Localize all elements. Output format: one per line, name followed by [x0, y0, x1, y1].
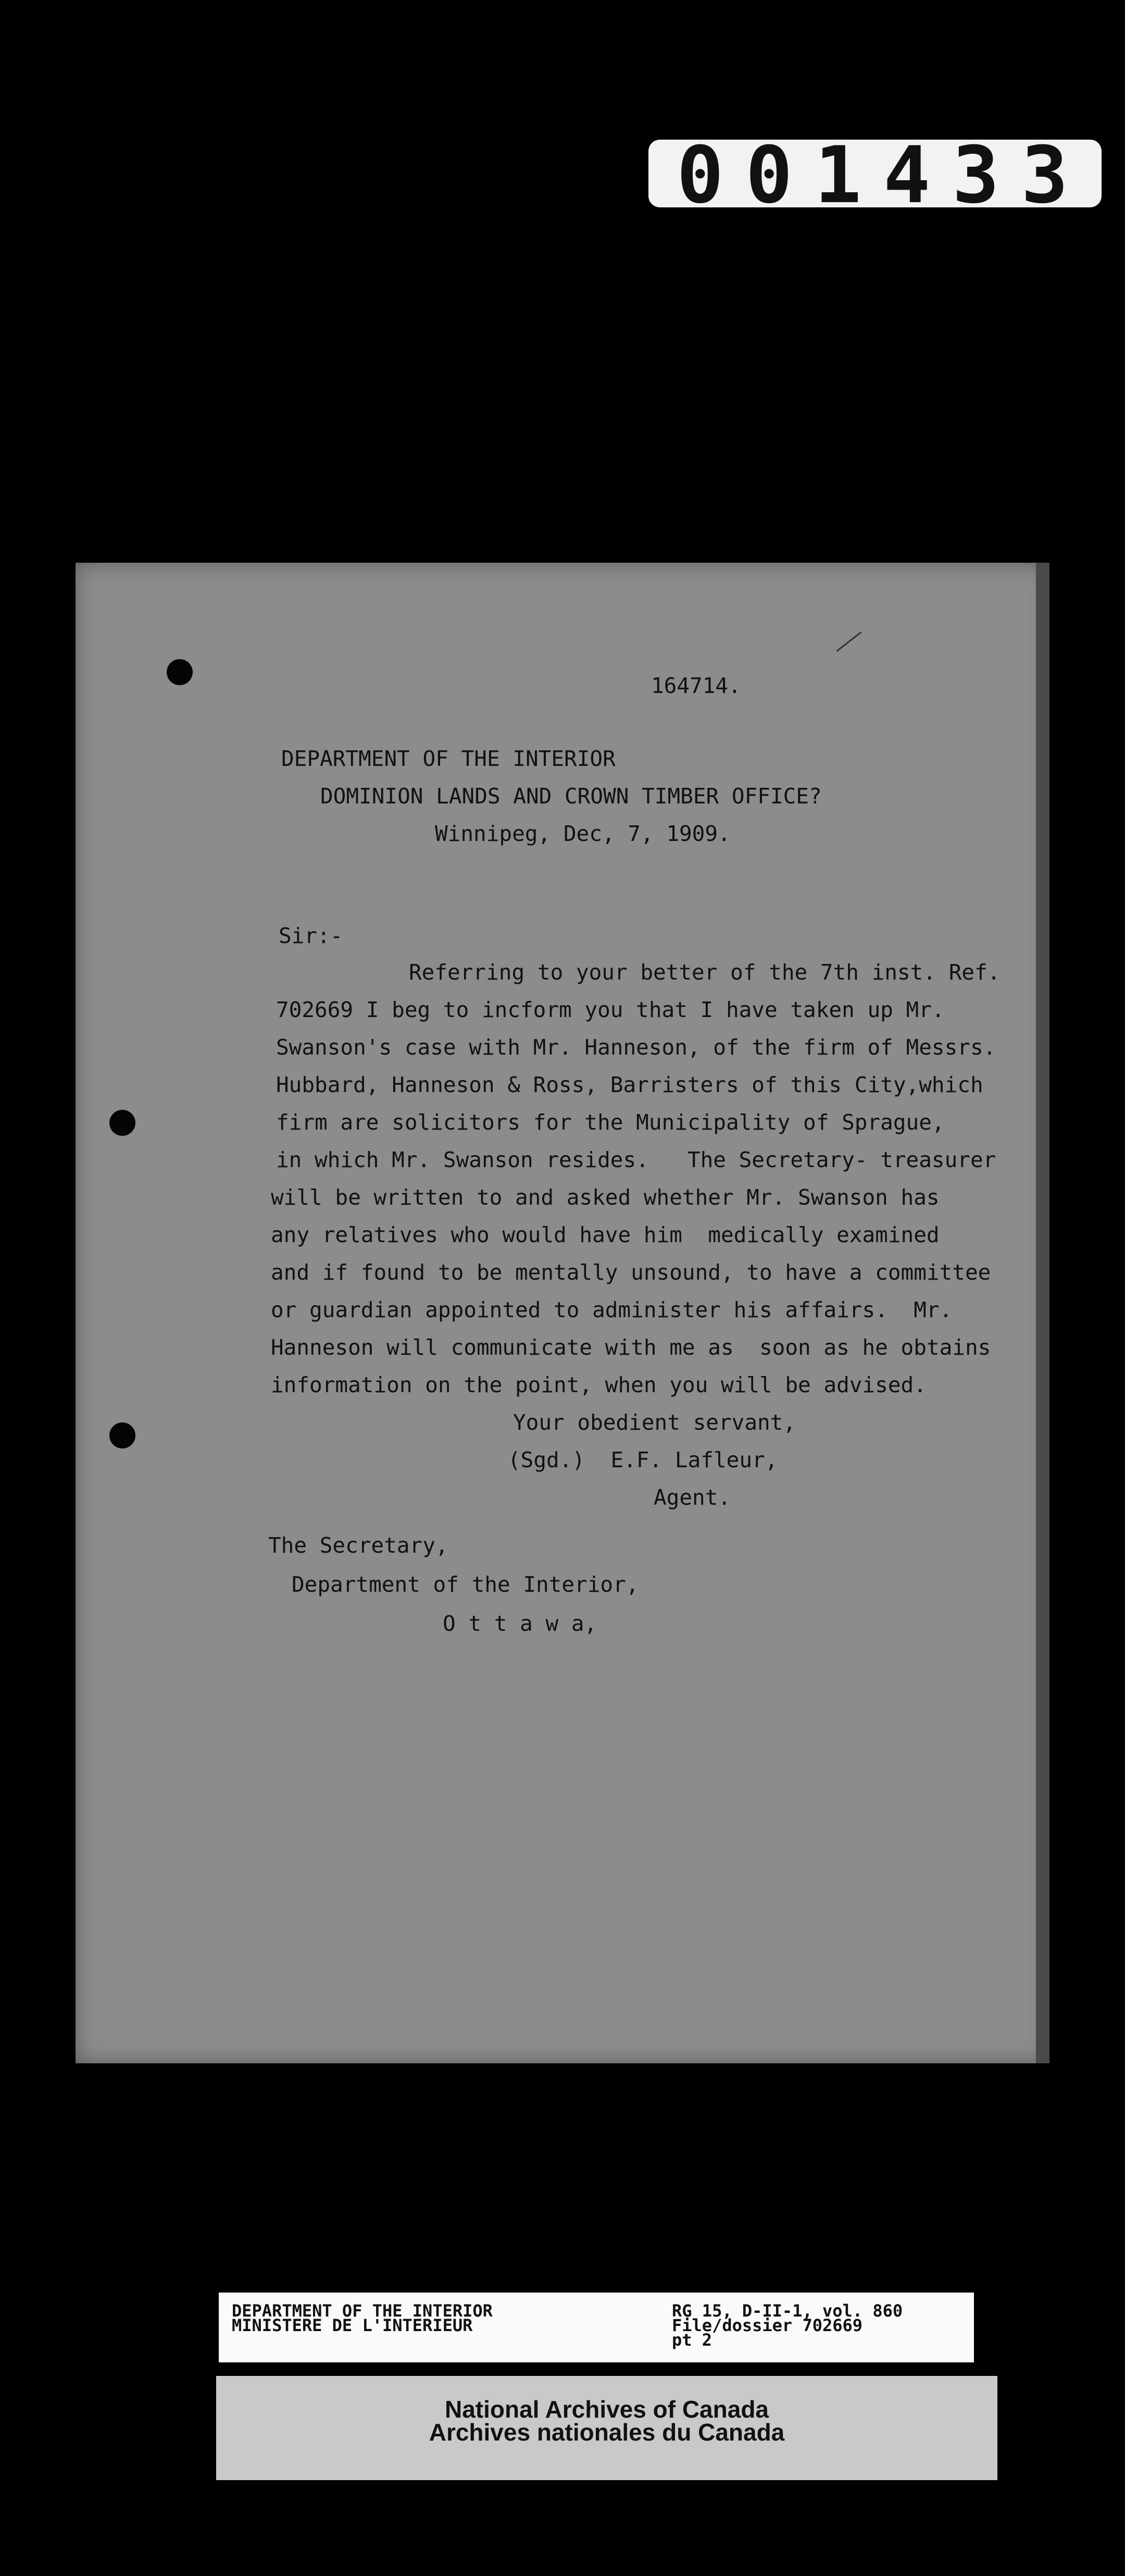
frame-number-label — [648, 130, 1102, 221]
body-line: Hanneson will communicate with me as soon as he obtains — [271, 1335, 991, 1360]
department-en: DEPARTMENT OF THE INTERIOR — [232, 2301, 493, 2321]
frame-number: 001433 — [677, 130, 1090, 221]
part-number: pt 2 — [672, 2330, 712, 2350]
page-edge-shadow — [1036, 563, 1049, 2063]
heading-department: DEPARTMENT OF THE INTERIOR — [281, 746, 616, 771]
file-number: 164714. — [651, 673, 741, 698]
body-line: Swanson's case with Mr. Hanneson, of the firm of Messrs. — [276, 1035, 996, 1060]
body-line: information on the point, when you will be advised. — [271, 1372, 927, 1397]
body-line: and if found to be mentally unsound, to have a committee — [271, 1260, 991, 1285]
body-line: any relatives who would have him medically examined — [271, 1222, 940, 1247]
file-dossier: File/dossier 702669 — [672, 2315, 863, 2335]
closing: Your obedient servant, — [513, 1410, 796, 1435]
punch-hole — [109, 1422, 135, 1448]
signature-title: Agent. — [654, 1485, 731, 1510]
archives-name-en: National Archives of Canada — [444, 2396, 769, 2423]
punch-hole — [167, 659, 193, 685]
pencil-mark — [836, 631, 861, 652]
archives-name-fr: Archives nationales du Canada — [429, 2419, 785, 2446]
body-line: firm are solicitors for the Municipality of Sprague, — [276, 1110, 945, 1135]
address-line: O t t a w a, — [443, 1611, 597, 1636]
body-line: or guardian appointed to administer his affairs. Mr. — [271, 1297, 953, 1322]
punch-hole — [109, 1110, 135, 1136]
address-line: Department of the Interior, — [292, 1572, 639, 1597]
archive-reference-label — [219, 2293, 974, 2362]
signature: (Sgd.) E.F. Lafleur, — [508, 1447, 778, 1472]
heading-place-date: Winnipeg, Dec, 7, 1909. — [435, 821, 731, 846]
body-line: Hubbard, Hanneson & Ross, Barristers of this City,which — [276, 1072, 983, 1097]
department-fr: MINISTERE DE L'INTERIEUR — [232, 2315, 473, 2335]
body-line: will be written to and asked whether Mr. Swanson has — [271, 1185, 940, 1210]
body-line: in which Mr. Swanson resides. The Secretary- treasurer — [276, 1147, 996, 1172]
heading-office: DOMINION LANDS AND CROWN TIMBER OFFICE? — [320, 784, 822, 809]
salutation: Sir:- — [279, 923, 343, 948]
body-line: 702669 I beg to incform you that I have taken up Mr. — [276, 997, 945, 1022]
record-group: RG 15, D-II-1, vol. 860 — [672, 2301, 903, 2321]
document-page — [76, 563, 1049, 2063]
body-line: Referring to your better of the 7th inst. Ref. — [409, 960, 1001, 985]
address-line: The Secretary, — [268, 1533, 448, 1558]
archives-label — [216, 2376, 997, 2480]
